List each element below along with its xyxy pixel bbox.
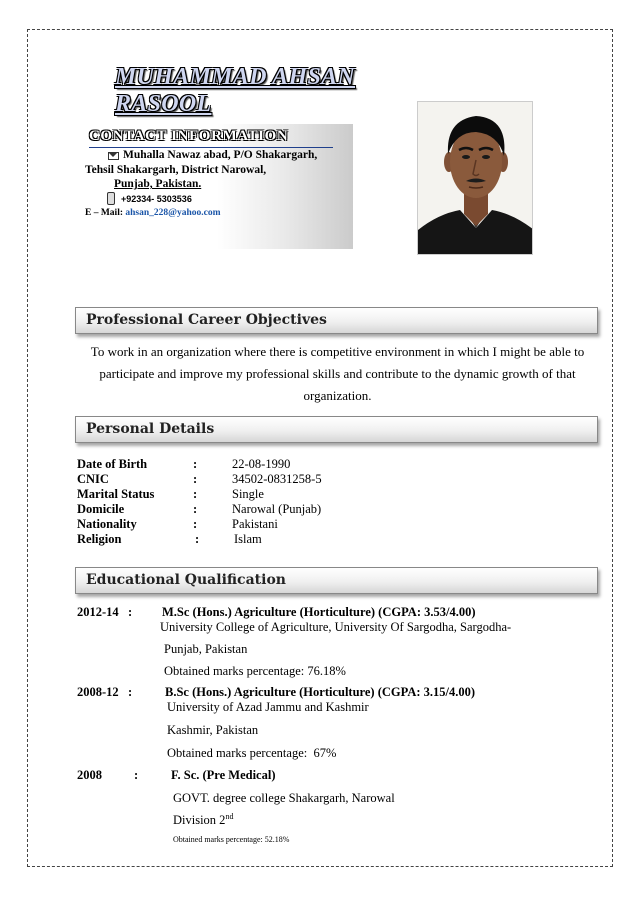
name-line-1: MUHAMMAD AHSAN [115,64,356,90]
detail-label: Marital Status [77,487,155,501]
edu-degree-msc: M.Sc (Hons.) Agriculture (Horticulture) (CGPA: 3.53/4.00) [162,605,476,619]
edu-years-msc: 2012-14 : [77,605,133,619]
edu-institute-bsc: University of Azad Jammu and Kashmir [167,700,369,714]
detail-colon: : [195,532,200,546]
edu-years-bsc: 2008-12 : [77,685,133,699]
portrait-illustration [418,102,533,255]
detail-label: Nationality [77,517,137,531]
section-title-education: Educational Qualification [86,572,286,588]
detail-label: Date of Birth [77,457,148,471]
email-address[interactable]: ahsan_228@yahoo.com [125,208,221,218]
address-line-1: Muhalla Nawaz abad, P/O Shakargarh, [123,149,318,161]
section-title-personal: Personal Details [86,421,215,437]
envelope-icon [108,152,119,160]
detail-value: Pakistani [232,517,278,531]
edu-institute-fsc: GOVT. degree college Shakargarh, Narowal [173,791,395,805]
edu-division-fsc [173,813,233,828]
edu-marks-fsc: Obtained marks percentage: 52.18% [173,835,290,844]
edu-institute-msc: University College of Agriculture, University Of Sargodha, Sargodha- [160,620,512,634]
detail-colon: : [193,517,198,531]
mobile-phone-icon [107,192,115,205]
detail-value: Islam [234,532,262,546]
address-line-3: Punjab, Pakistan. [114,178,202,190]
candidate-name [115,64,355,118]
detail-label: CNIC [77,472,109,486]
detail-colon: : [193,457,198,471]
edu-degree-bsc: B.Sc (Hons.) Agriculture (Horticulture) (CGPA: 3.15/4.00) [165,685,476,699]
detail-colon: : [193,472,198,486]
division-text: Division 2 [173,813,226,827]
edu-marks-bsc: Obtained marks percentage: 67% [167,746,337,760]
detail-colon: : [193,502,198,516]
section-header-objectives [75,307,598,334]
edu-years-fsc: 2008 [77,768,102,782]
section-title-objectives: Professional Career Objectives [86,312,327,328]
name-line-2: RASOOL [115,91,212,117]
detail-label: Religion [77,532,122,546]
edu-degree-fsc: F. Sc. (Pre Medical) [171,768,276,782]
detail-value: 34502-0831258-5 [232,472,322,486]
email-label: E – Mail: [85,208,123,218]
phone-number: +92334- 5303536 [121,194,192,204]
detail-value: Narowal (Punjab) [232,502,322,516]
objective-text: To work in an organization where there is competitive environment in which I might be able to participate and improve my professional skills and contribute to the dynamic growth of that organization. [90,344,585,403]
detail-label: Domicile [77,502,125,516]
contact-information-box [81,124,353,249]
edu-location-bsc: Kashmir, Pakistan [167,723,259,737]
edu-location-msc: Punjab, Pakistan [164,642,248,656]
edu-marks-msc: Obtained marks percentage: 76.18% [164,664,346,678]
division-suffix: nd [225,811,234,821]
contact-title: CONTACT INFORMATION [89,128,289,144]
detail-colon: : [193,487,198,501]
profile-photo [417,101,533,255]
edu-colon-fsc: : [134,768,139,782]
detail-value: 22-08-1990 [232,457,291,471]
section-header-personal [75,416,598,443]
section-header-education [75,567,598,594]
detail-value: Single [232,487,264,501]
email-line [85,208,221,218]
address-line-2: Tehsil Shakargarh, District Narowal, [85,164,267,176]
